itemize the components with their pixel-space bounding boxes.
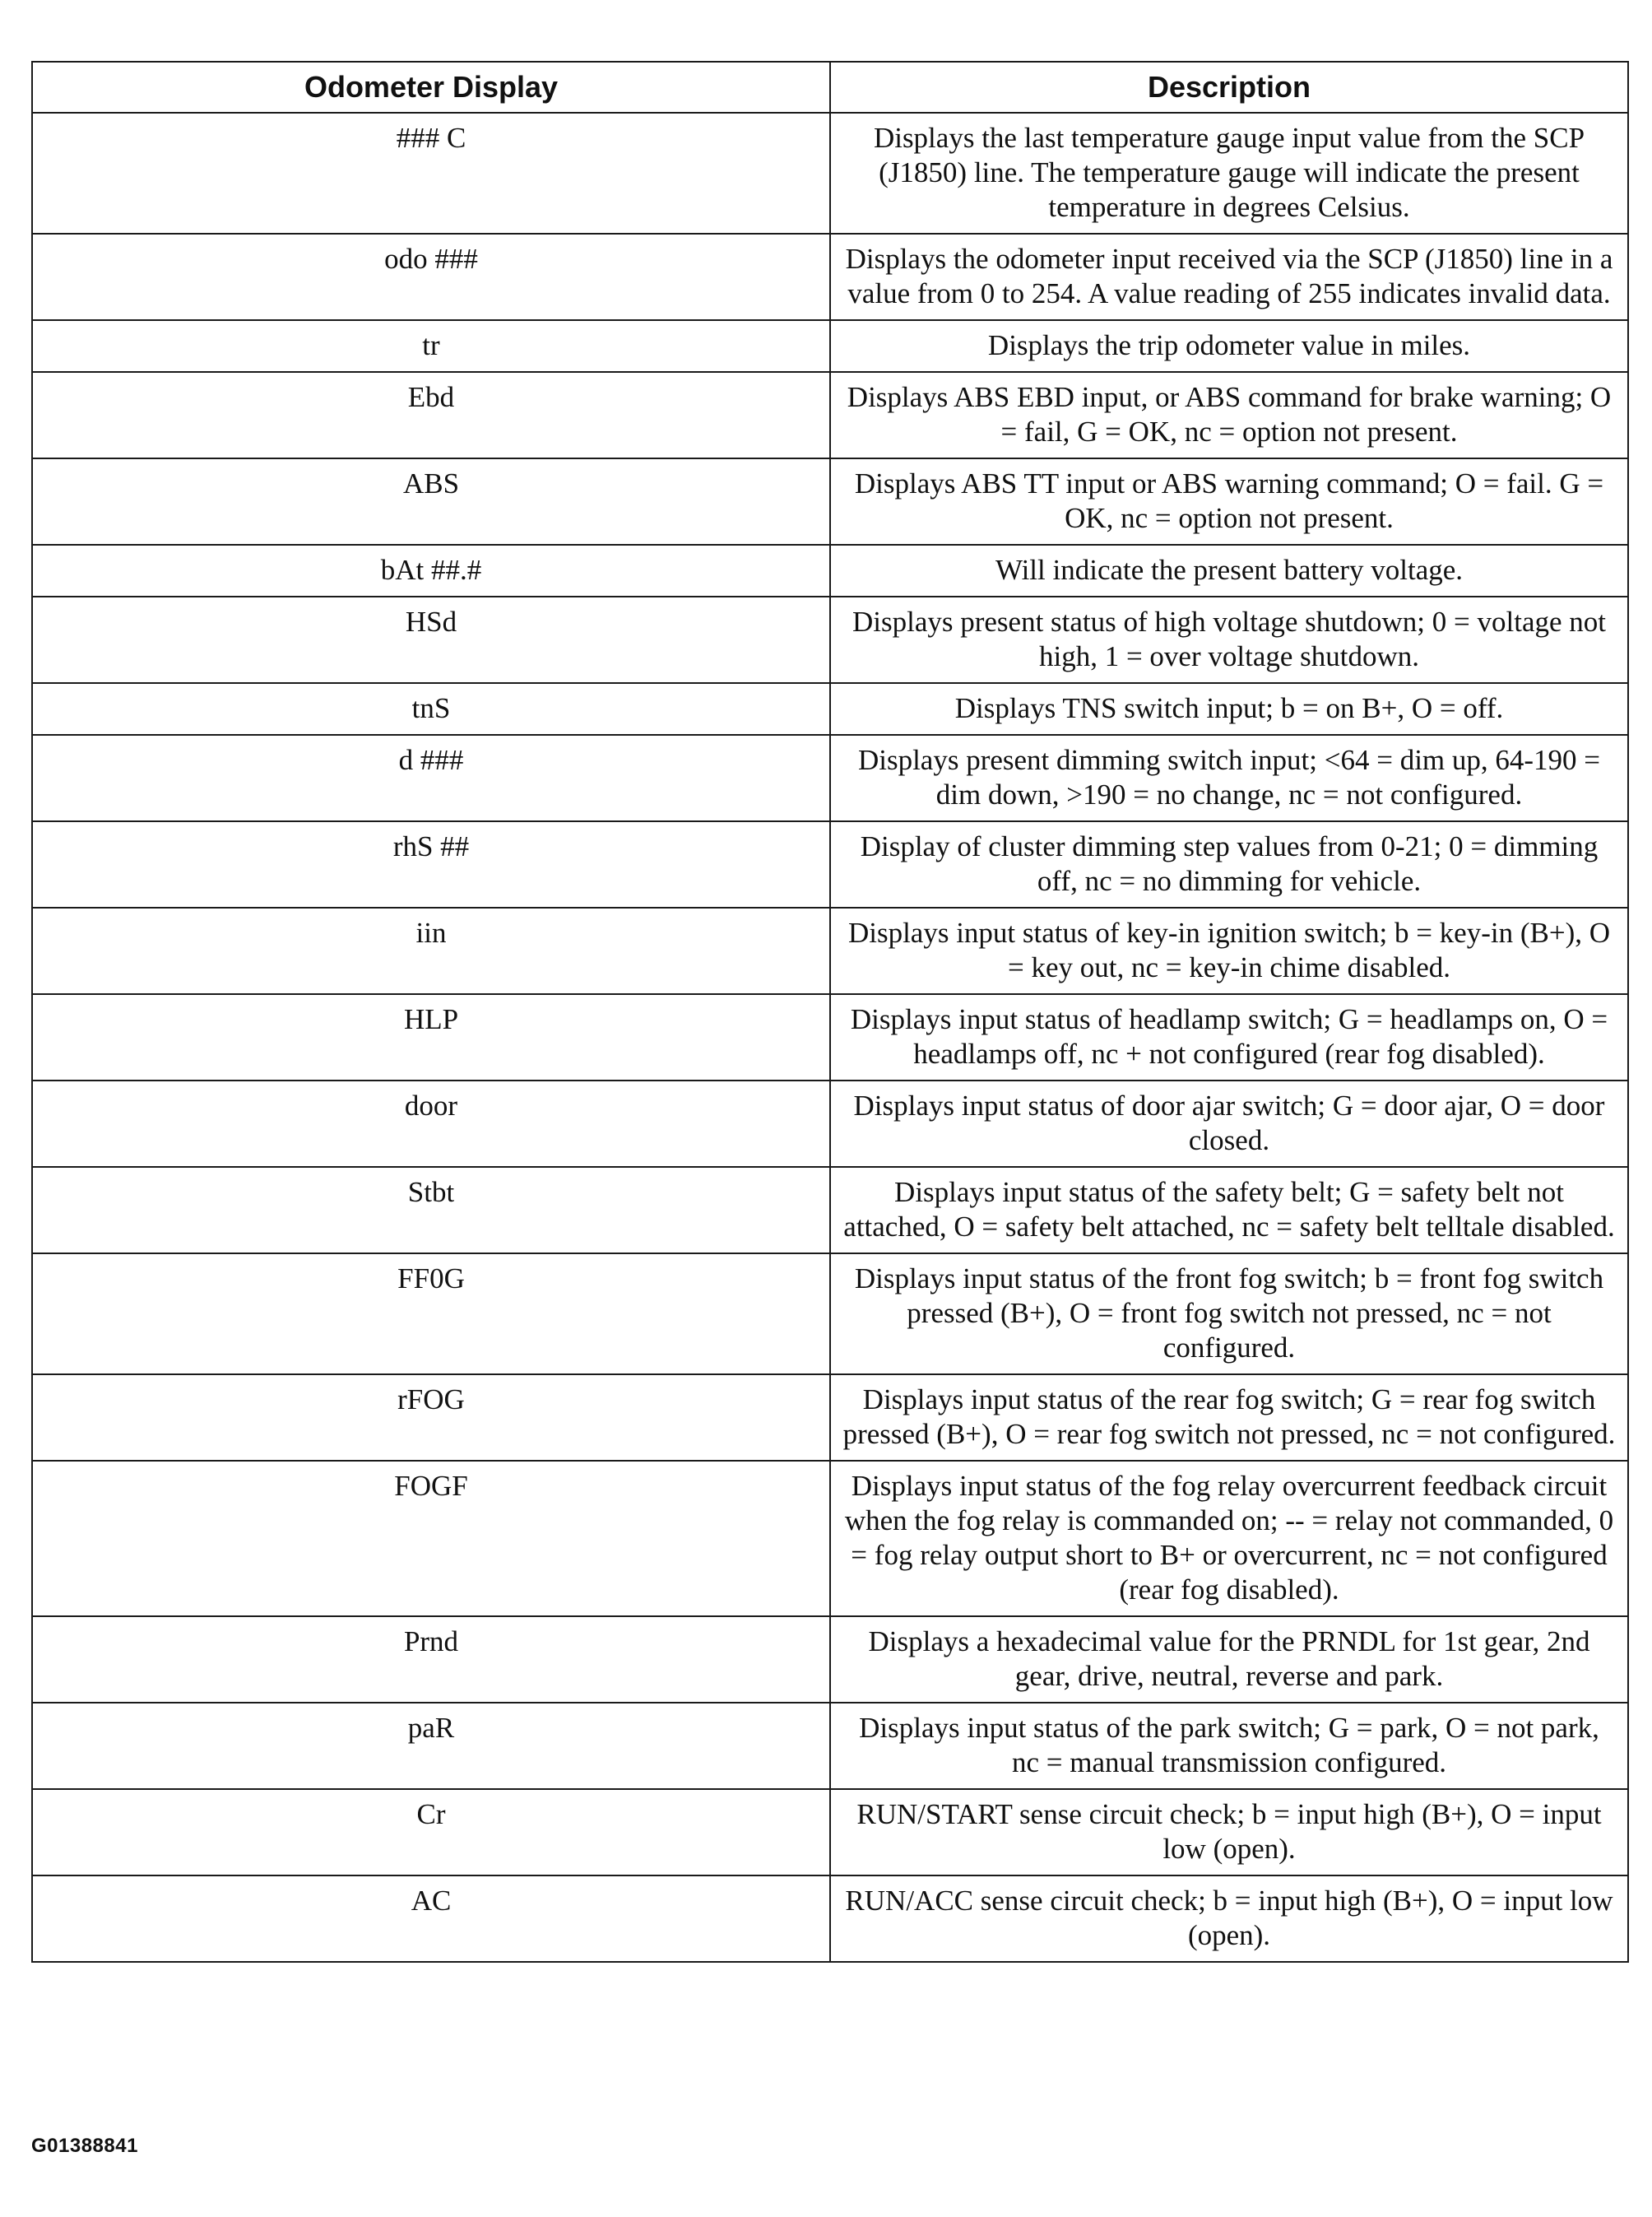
display-code-cell: rhS ##	[32, 821, 830, 908]
table-row	[32, 994, 1628, 1081]
table-row	[32, 1374, 1628, 1461]
description-cell: Displays ABS TT input or ABS warning command; O = fail. G = OK, nc = option not present.	[830, 458, 1628, 545]
table-row	[32, 545, 1628, 597]
display-code-cell: bAt ##.#	[32, 545, 830, 597]
table-row	[32, 1875, 1628, 1962]
description-cell: Displays the trip odometer value in miles.	[830, 320, 1628, 372]
display-code-cell: Prnd	[32, 1616, 830, 1703]
description-cell: Display of cluster dimming step values from 0-21; 0 = dimming off, nc = no dimming for vehicle.	[830, 821, 1628, 908]
table-row	[32, 597, 1628, 683]
display-code-cell: d ###	[32, 735, 830, 821]
display-code-cell: Stbt	[32, 1167, 830, 1253]
header-description: Description	[830, 62, 1628, 113]
table-row	[32, 1703, 1628, 1789]
description-cell: RUN/ACC sense circuit check; b = input high (B+), O = input low (open).	[830, 1875, 1628, 1962]
odometer-display-table-container	[31, 61, 1627, 1963]
table-row	[32, 1081, 1628, 1167]
table-row	[32, 320, 1628, 372]
description-cell: Displays input status of the front fog switch; b = front fog switch pressed (B+), O = front fog switch not pressed, nc = not configured.	[830, 1253, 1628, 1374]
description-cell: Displays present dimming switch input; <64 = dim up, 64-190 = dim down, >190 = no change, nc = not configured.	[830, 735, 1628, 821]
display-code-cell: paR	[32, 1703, 830, 1789]
display-code-cell: FF0G	[32, 1253, 830, 1374]
display-code-cell: ABS	[32, 458, 830, 545]
description-cell: Displays input status of the safety belt; G = safety belt not attached, O = safety belt attached, nc = safety belt telltale disabled.	[830, 1167, 1628, 1253]
display-code-cell: Cr	[32, 1789, 830, 1875]
display-code-cell: iin	[32, 908, 830, 994]
description-cell: Displays TNS switch input; b = on B+, O = off.	[830, 683, 1628, 735]
table-row	[32, 458, 1628, 545]
display-code-cell: tr	[32, 320, 830, 372]
display-code-cell: HLP	[32, 994, 830, 1081]
description-cell: Displays input status of the fog relay overcurrent feedback circuit when the fog relay is commanded on; -- = relay not commanded, 0 = fog relay output short to B+ or overcurrent, nc = not configured (rear fog disabled).	[830, 1461, 1628, 1616]
figure-id: G01388841	[31, 2135, 138, 2157]
table-row	[32, 821, 1628, 908]
description-cell: Displays a hexadecimal value for the PRNDL for 1st gear, 2nd gear, drive, neutral, reverse and park.	[830, 1616, 1628, 1703]
table-row	[32, 683, 1628, 735]
display-code-cell: AC	[32, 1875, 830, 1962]
table-row	[32, 908, 1628, 994]
header-row	[32, 62, 1628, 113]
description-cell: Displays input status of the park switch; G = park, O = not park, nc = manual transmission configured.	[830, 1703, 1628, 1789]
description-cell: Displays present status of high voltage shutdown; 0 = voltage not high, 1 = over voltage shutdown.	[830, 597, 1628, 683]
display-code-cell: FOGF	[32, 1461, 830, 1616]
description-cell: Displays ABS EBD input, or ABS command for brake warning; O = fail, G = OK, nc = option not present.	[830, 372, 1628, 458]
display-code-cell: door	[32, 1081, 830, 1167]
table-row	[32, 113, 1628, 234]
description-cell: RUN/START sense circuit check; b = input high (B+), O = input low (open).	[830, 1789, 1628, 1875]
table-row	[32, 1167, 1628, 1253]
display-code-cell: ### C	[32, 113, 830, 234]
description-cell: Displays input status of headlamp switch; G = headlamps on, O = headlamps off, nc + not configured (rear fog disabled).	[830, 994, 1628, 1081]
table-row	[32, 372, 1628, 458]
display-code-cell: HSd	[32, 597, 830, 683]
table-row	[32, 234, 1628, 320]
description-cell: Displays input status of key-in ignition switch; b = key-in (B+), O = key out, nc = key-in chime disabled.	[830, 908, 1628, 994]
description-cell: Displays the last temperature gauge input value from the SCP (J1850) line. The temperature gauge will indicate the present temperature in degrees Celsius.	[830, 113, 1628, 234]
description-cell: Displays input status of door ajar switch; G = door ajar, O = door closed.	[830, 1081, 1628, 1167]
display-code-cell: odo ###	[32, 234, 830, 320]
header-odometer-display: Odometer Display	[32, 62, 830, 113]
table-row	[32, 1789, 1628, 1875]
odometer-display-table	[31, 61, 1629, 1963]
display-code-cell: tnS	[32, 683, 830, 735]
table-header	[32, 62, 1628, 113]
table-row	[32, 735, 1628, 821]
table-body	[32, 113, 1628, 1962]
description-cell: Displays input status of the rear fog switch; G = rear fog switch pressed (B+), O = rear fog switch not pressed, nc = not configured.	[830, 1374, 1628, 1461]
display-code-cell: Ebd	[32, 372, 830, 458]
table-row	[32, 1461, 1628, 1616]
table-row	[32, 1616, 1628, 1703]
description-cell: Displays the odometer input received via the SCP (J1850) line in a value from 0 to 254. A value reading of 255 indicates invalid data.	[830, 234, 1628, 320]
display-code-cell: rFOG	[32, 1374, 830, 1461]
table-row	[32, 1253, 1628, 1374]
description-cell: Will indicate the present battery voltage.	[830, 545, 1628, 597]
